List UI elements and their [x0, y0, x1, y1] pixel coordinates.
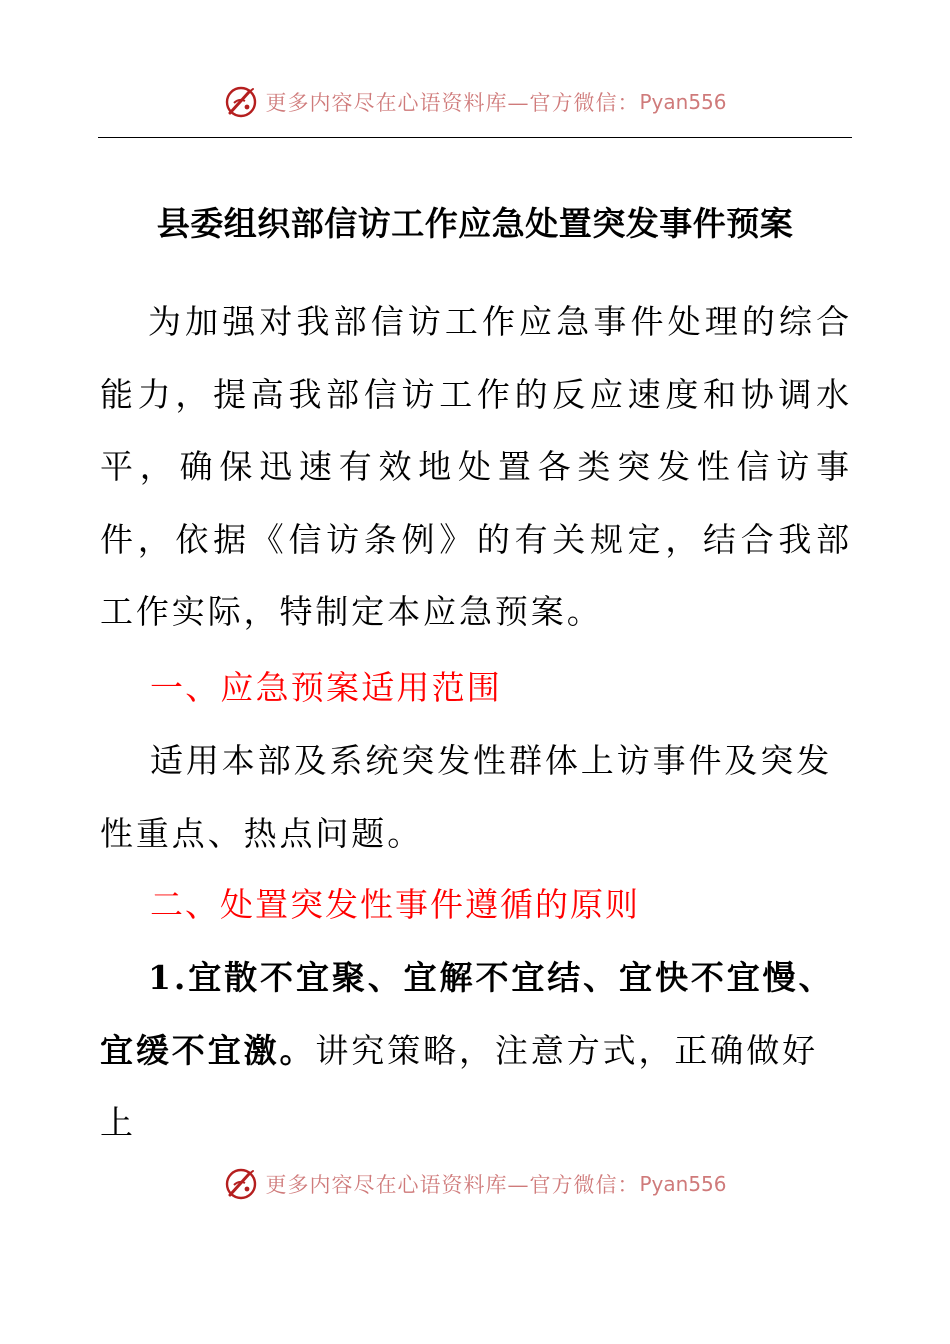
principle-bold-text: 1.宜散不宜聚、宜解不宜结、宜快不宜慢、宜缓不宜激。 [100, 958, 835, 1070]
footer-banner-text: 更多内容尽在心语资料库—官方微信： [265, 1173, 640, 1197]
header-divider [98, 137, 852, 138]
pen-logo-icon [223, 84, 259, 120]
header-banner-text: 更多内容尽在心语资料库—官方微信： [265, 91, 640, 115]
section-heading-principles: 二、处置突发性事件遵循的原则 [150, 885, 640, 924]
header-banner-id: Pyan556 [639, 90, 727, 114]
pen-logo-icon [223, 1166, 259, 1202]
scope-paragraph: 适用本部及系统突发性群体上访事件及突发性重点、热点问题。 [100, 741, 833, 853]
document-title: 县委组织部信访工作应急处置突发事件预案 [156, 204, 794, 243]
footer-banner-id: Pyan556 [639, 1172, 727, 1196]
footer-banner [0, 1162, 950, 1206]
header-banner [0, 80, 950, 124]
section-heading-scope: 一、应急预案适用范围 [150, 668, 502, 707]
intro-paragraph: 为加强对我部信访工作应急事件处理的综合能力，提高我部信访工作的反应速度和协调水平，确保迅速有效地处置各类突发性信访事件，依据《信访条例》的有关规定，结合我部工作实际，特制定本应急预案。 [100, 302, 852, 631]
principle-paragraph [100, 942, 852, 1160]
principle-body-text: 讲究策略，注意方式，正确做好上 [100, 1030, 819, 1142]
